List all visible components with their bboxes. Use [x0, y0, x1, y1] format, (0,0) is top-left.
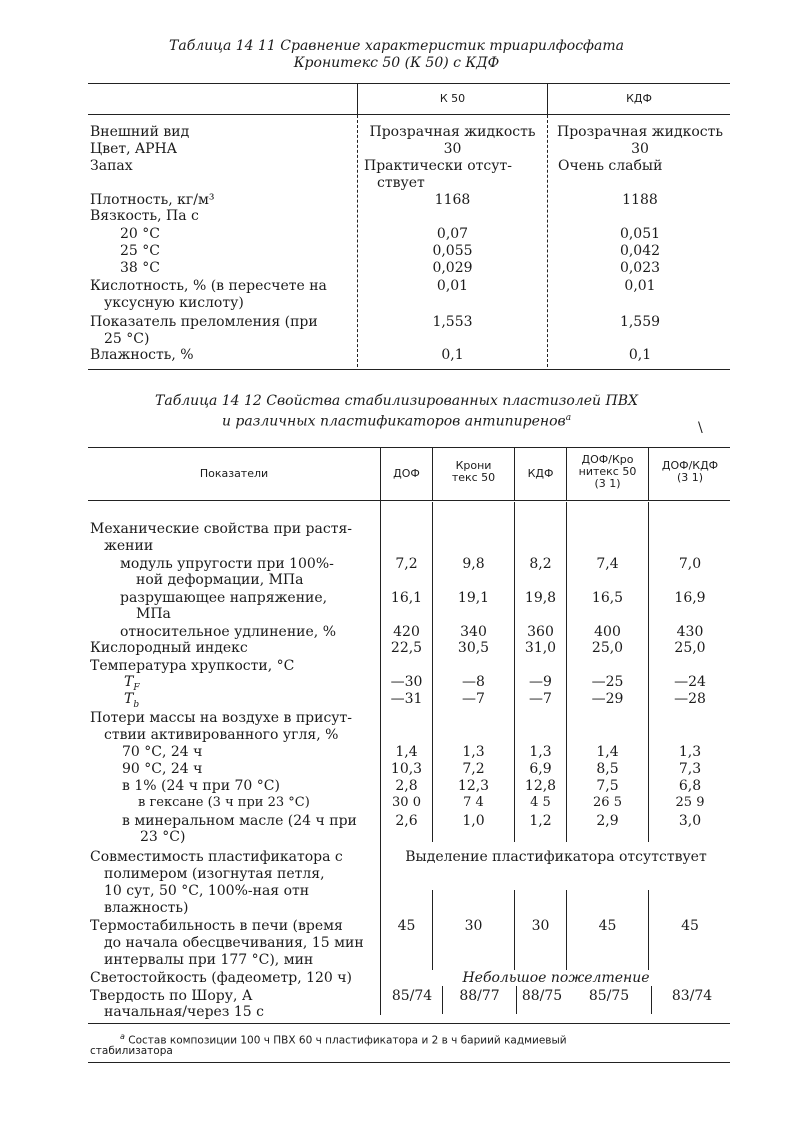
- table1-cell-k50: 30: [443, 141, 462, 157]
- table1-row-label: Влажность, %: [90, 347, 194, 363]
- table1-col-k50: К 50: [439, 92, 466, 105]
- table1-bottom-rule: [88, 369, 730, 370]
- row-mineral-label: в минеральном масле (24 ч при: [122, 813, 357, 829]
- cell-value: 31,0: [524, 640, 557, 656]
- cell-value: 7 4: [463, 795, 484, 810]
- table1-cell-k50: 0,01: [436, 278, 469, 294]
- cell-value: 7,4: [596, 556, 619, 572]
- table2-caption-line1: Таблица 14 12 Свойства стабилизированных пластизолей ПВХ: [155, 393, 638, 409]
- table1-row-label: Показатель преломления (при: [90, 314, 318, 330]
- row-l70-label: 70 °С, 24 ч: [122, 744, 203, 760]
- cell-value: 88/77: [459, 988, 500, 1004]
- row-loss-label-cont: ствии активированного угля, %: [104, 727, 339, 743]
- table1-cell-kdf: Прозрачная жидкость: [557, 124, 723, 140]
- table1-row-label: 38 °С: [120, 260, 160, 276]
- table1-row-label: 25 °С: [120, 243, 160, 259]
- cell-value: 12,3: [457, 778, 490, 794]
- cell-value: 19,1: [457, 590, 490, 606]
- cell-value: 12,8: [524, 778, 557, 794]
- row-hexane-label: в гексане (3 ч при 23 °С): [138, 795, 310, 810]
- table1-cell-kdf: 0,01: [624, 278, 656, 294]
- cell-value: 85/75: [588, 988, 630, 1004]
- cell-value: 6,9: [529, 761, 552, 777]
- cell-value: 7,2: [395, 556, 418, 572]
- table2-caption: [0, 393, 793, 431]
- cell-value: 6,8: [678, 778, 702, 794]
- table1-cell-k50: 1168: [434, 192, 471, 208]
- table2-header-dof-kdf: [649, 460, 731, 484]
- row-strength-label: разрушающее напряжение,: [120, 590, 328, 606]
- cell-light-value: Небольшое пожелтение: [462, 970, 650, 986]
- cell-value: 8,5: [596, 761, 619, 777]
- cell-value: 30,5: [457, 640, 490, 656]
- table2-header-kronitex: [433, 460, 514, 484]
- table1-row-label: Плотность, кг/м³: [90, 192, 215, 208]
- header-dofkron-line3: (3 1): [594, 477, 621, 490]
- cell-value: —31: [390, 691, 423, 707]
- header-kronitex-line2: текс 50: [451, 471, 496, 484]
- cell-value: 30: [531, 918, 550, 934]
- cell-value: 88/75: [521, 988, 563, 1004]
- table2-header-rule: [88, 500, 730, 501]
- cell-value: 7,0: [678, 556, 702, 572]
- cell-value: 26 5: [593, 795, 622, 810]
- row-thermo-label: Термостабильность в печи (время: [90, 918, 343, 934]
- table2-caption-line2: и различных пластификаторов антипиренов$^а$: [221, 413, 572, 430]
- table1-cell-kdf: 0,1: [628, 347, 652, 363]
- table2-header-kdf: КДФ: [527, 467, 554, 480]
- page-bottom-rule: [88, 1062, 730, 1063]
- table1-cell-k50-cont: ствует: [377, 175, 425, 191]
- row-compat-label-cont2: 10 сут, 50 °С, 100%-ная отн: [104, 883, 310, 899]
- table1-caption-line1: Таблица 14 11 Сравнение характеристик триарилфосфата: [169, 38, 624, 54]
- cell-value: —25: [591, 674, 624, 690]
- cell-value: —7: [529, 691, 552, 707]
- cell-value: —8: [462, 674, 485, 690]
- cell-value: 420: [393, 624, 420, 640]
- cell-value: 2,8: [395, 778, 418, 794]
- row-mech-label: Механические свойства при растя-: [90, 521, 353, 537]
- table1-cell-k50: 0,055: [432, 243, 473, 259]
- cell-value: 16,1: [390, 590, 423, 606]
- cell-value: 1,4: [596, 744, 619, 760]
- cell-value: 45: [397, 918, 416, 934]
- cell-value: 1,3: [529, 744, 552, 760]
- row-l90-label: 90 °С, 24 ч: [122, 761, 203, 777]
- cell-value: 430: [676, 624, 704, 640]
- footnote-line2: стабилизатора: [90, 1045, 173, 1057]
- header-dofkron-line2: нитекс 50: [578, 465, 637, 478]
- cell-value: 45: [598, 918, 617, 934]
- cell-value: 83/74: [671, 988, 713, 1004]
- row-l1pct-label: в 1% (24 ч при 70 °С): [122, 778, 280, 794]
- row-compat-label-cont3: влажность): [104, 900, 189, 916]
- cell-value: 16,5: [591, 590, 624, 606]
- table1-cell-k50: 1,553: [432, 314, 473, 330]
- row-modulus-label: модуль упругости при 100%-: [120, 556, 334, 572]
- cell-value: 25 9: [675, 795, 705, 810]
- row-mech-label-cont: жении: [104, 538, 154, 554]
- cell-value: —28: [674, 691, 706, 707]
- cell-value: 10,3: [390, 761, 423, 777]
- cell-value: 25,0: [591, 640, 624, 656]
- cell-value: 340: [460, 624, 487, 640]
- cell-value: —24: [674, 674, 706, 690]
- table1-cell-kdf: 0,042: [619, 243, 661, 259]
- table1-cell-k50: 0,1: [441, 347, 464, 363]
- row-thermo-label-cont1: до начала обесцвечивания, 15 мин: [104, 935, 364, 951]
- row-tb-label: $T_b$: [124, 691, 140, 710]
- cell-value: 45: [681, 918, 699, 934]
- table1-caption-line2: Кронитекс 50 (К 50) с КДФ: [293, 55, 500, 71]
- row-elongation-label: относительное удлинение, %: [120, 624, 336, 640]
- table2-header-dof: ДОФ: [393, 467, 420, 480]
- table1-row-label: Вязкость, Па с: [90, 208, 199, 224]
- row-oxygen-label: Кислородный индекс: [90, 640, 248, 656]
- table2-header-dof-kronitex: [567, 454, 648, 490]
- table1-cell-kdf: 1,559: [619, 314, 661, 330]
- cell-value: 1,4: [395, 744, 418, 760]
- cell-value: 2,9: [596, 813, 619, 829]
- table1-row-label-cont: 25 °С): [104, 331, 150, 347]
- header-dofkron-line1: ДОФ/Кро: [581, 453, 634, 466]
- table1-header-rule: [88, 114, 730, 115]
- cell-value: 1,3: [678, 744, 702, 760]
- row-hardness-label: Твердость по Шору, А: [90, 988, 253, 1004]
- cell-value: 8,2: [529, 556, 552, 572]
- cell-value: 7,5: [596, 778, 619, 794]
- row-compat-label-cont1: полимером (изогнутая петля,: [104, 866, 325, 882]
- row-strength-label-cont: МПа: [136, 606, 171, 622]
- table1-top-rule: [88, 83, 730, 84]
- stray-mark: \: [698, 420, 703, 436]
- cell-value: 3,0: [678, 813, 702, 829]
- row-brittleness-label: Температура хрупкости, °С: [90, 658, 295, 674]
- cell-compat-value: Выделение пластификатора отсутствует: [405, 849, 707, 865]
- cell-value: 30: [464, 918, 483, 934]
- table2-bottom-rule: [88, 1023, 730, 1024]
- footnote-mark: а: [120, 1032, 125, 1041]
- table1-row-label: Запах: [90, 158, 133, 174]
- table1-cell-kdf: 0,051: [619, 226, 661, 242]
- cell-value: 360: [527, 624, 554, 640]
- cell-value: 16,9: [674, 590, 706, 606]
- table1-cell-kdf: 1188: [622, 192, 658, 208]
- table1-cell-k50: 0,029: [432, 260, 473, 276]
- header-kronitex-line1: Крони: [455, 459, 492, 472]
- table1-cell-kdf: Очень слабый: [558, 158, 663, 174]
- row-thermo-label-cont2: интервалы при 177 °С), мин: [104, 952, 314, 968]
- cell-value: 19,8: [524, 590, 557, 606]
- footnote-text: Состав композиции 100 ч ПВХ 60 ч пластификатора и 2 в ч бариий кадмиевый: [128, 1034, 567, 1047]
- row-tf-label: $T_F$: [124, 674, 140, 693]
- cell-value: —9: [529, 674, 552, 690]
- table1-cell-kdf: 30: [631, 141, 649, 157]
- cell-value: 4 5: [530, 795, 551, 810]
- cell-value: 7,3: [678, 761, 702, 777]
- footnote-line1: [120, 1030, 567, 1048]
- header-dofkdf-line1: ДОФ/КДФ: [661, 459, 719, 472]
- table1-row-label: Внешний вид: [90, 124, 190, 140]
- row-modulus-label-cont: ной деформации, МПа: [136, 572, 304, 588]
- table1-caption: [0, 38, 793, 72]
- cell-value: 1,3: [462, 744, 485, 760]
- table1-row-label-cont: уксусную кислоту): [104, 295, 244, 311]
- cell-value: 9,8: [462, 556, 485, 572]
- cell-value: 30 0: [392, 795, 421, 810]
- table1-row-label: Кислотность, % (в пересчете на: [90, 278, 327, 294]
- cell-value: 85/74: [391, 988, 433, 1004]
- table2-top-rule: [88, 447, 730, 448]
- table1-cell-kdf: 0,023: [619, 260, 661, 276]
- table2-header-param: Показатели: [199, 467, 269, 480]
- table1-row-label: 20 °С: [120, 226, 160, 242]
- cell-value: —30: [390, 674, 423, 690]
- cell-value: 1,0: [462, 813, 485, 829]
- cell-value: —29: [591, 691, 624, 707]
- cell-value: 2,6: [395, 813, 418, 829]
- cell-value: 400: [594, 624, 621, 640]
- table1-cell-k50: Прозрачная жидкость: [369, 124, 536, 140]
- cell-value: 7,2: [462, 761, 485, 777]
- cell-value: —7: [462, 691, 485, 707]
- row-light-label: Светостойкость (фадеометр, 120 ч): [90, 970, 353, 986]
- row-mineral-label-cont: 23 °С): [140, 829, 186, 845]
- caption-footnote-mark: а: [565, 413, 572, 423]
- table1-col-kdf: КДФ: [626, 92, 652, 105]
- table1-row-label: Цвет, APHA: [90, 141, 177, 157]
- row-hardness-label-cont: начальная/через 15 с: [104, 1004, 265, 1020]
- cell-value: 25,0: [674, 640, 706, 656]
- cell-value: 22,5: [390, 640, 423, 656]
- table1-cell-k50: Практически отсут-: [364, 158, 512, 174]
- row-compat-label: Совместимость пластификатора с: [90, 849, 343, 865]
- table1-cell-k50: 0,07: [436, 226, 469, 242]
- row-loss-label: Потери массы на воздухе в присут-: [90, 710, 352, 726]
- header-dofkdf-line2: (3 1): [676, 471, 704, 484]
- cell-value: 1,2: [529, 813, 552, 829]
